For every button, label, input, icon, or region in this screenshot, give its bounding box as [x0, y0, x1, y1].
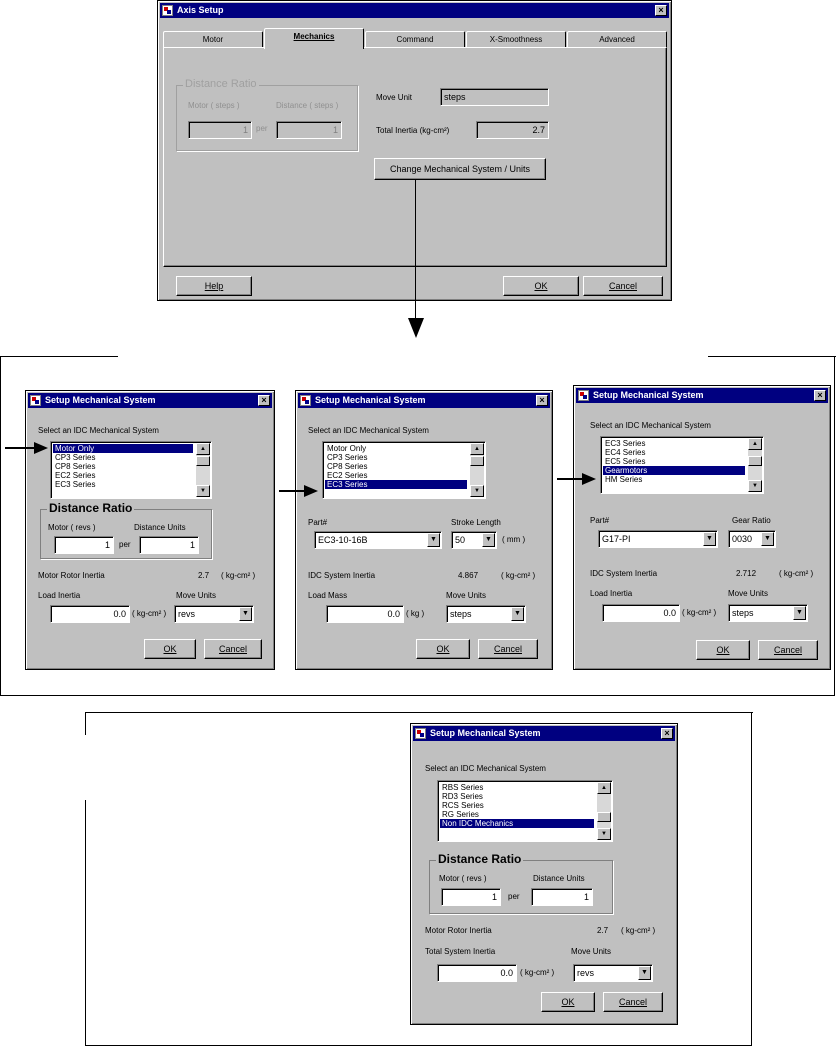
part-number-label: Part# [308, 518, 328, 527]
list-item[interactable]: RG Series [442, 810, 479, 819]
chevron-down-icon[interactable]: ▼ [482, 533, 495, 547]
bottom-frame-top [85, 712, 753, 713]
motor-revs-field[interactable]: 1 [441, 888, 501, 906]
scroll-up-icon[interactable]: ▲ [196, 443, 210, 455]
system-list[interactable] [437, 780, 613, 842]
dialog-titlebar [413, 726, 675, 741]
load-mass-field[interactable]: 0.0 [326, 605, 404, 623]
distance-ratio-group [176, 78, 358, 151]
list-item[interactable]: CP3 Series [55, 453, 96, 462]
list-item[interactable]: CP8 Series [327, 462, 368, 471]
stroke-unit: ( mm ) [502, 535, 526, 544]
distance-ratio-title: Distance Ratio [185, 78, 257, 90]
close-icon[interactable]: × [536, 395, 548, 406]
move-units-select[interactable] [174, 605, 254, 623]
part-number-label: Part# [590, 516, 610, 525]
list-item[interactable]: RBS Series [442, 783, 484, 792]
load-mass-unit: ( kg ) [406, 609, 425, 618]
load-inertia-unit: ( kg-cm² ) [682, 608, 717, 617]
distance-units-field[interactable]: 1 [531, 888, 593, 906]
tab-motor[interactable]: Motor [163, 31, 263, 48]
system-inertia-value: 4.867 [458, 571, 479, 580]
part-number-value: EC3-10-16B [318, 535, 368, 545]
list-item[interactable]: Gearmotors [603, 466, 745, 475]
total-system-inertia-field[interactable]: 0.0 [437, 964, 517, 982]
part-number-select[interactable] [314, 531, 442, 549]
move-units-value: steps [732, 608, 754, 618]
setup-dialog-gearmotors [573, 385, 831, 670]
cancel-button[interactable]: Cancel [204, 639, 262, 659]
chevron-down-icon[interactable]: ▼ [239, 607, 252, 621]
distance-units-label: Distance Units [134, 523, 186, 532]
help-button[interactable]: Help [176, 276, 252, 296]
scrollbar[interactable] [748, 438, 762, 492]
dialog-title: Setup Mechanical System [315, 395, 426, 405]
pointer-arrowhead [582, 473, 596, 485]
cancel-button[interactable]: Cancel [603, 992, 663, 1012]
gear-ratio-label: Gear Ratio [732, 516, 771, 525]
system-inertia-label: IDC System Inertia [308, 571, 376, 580]
list-item[interactable]: EC5 Series [605, 457, 646, 466]
move-unit-label: Move Unit [376, 93, 413, 102]
rotor-inertia-value: 2.7 [198, 571, 210, 580]
close-icon[interactable]: × [258, 395, 270, 406]
select-system-label: Select an IDC Mechanical System [38, 426, 159, 435]
rotor-inertia-unit: ( kg-cm² ) [221, 571, 256, 580]
system-inertia-value: 2.712 [736, 569, 757, 578]
close-icon[interactable]: × [814, 390, 826, 401]
stroke-length-label: Stroke Length [451, 518, 501, 527]
chevron-down-icon[interactable]: ▼ [703, 532, 716, 546]
list-item[interactable]: CP8 Series [55, 462, 96, 471]
part-number-select[interactable] [598, 530, 718, 548]
scroll-thumb[interactable] [196, 456, 210, 466]
scroll-thumb[interactable] [597, 812, 611, 822]
load-mass-label: Load Mass [308, 591, 348, 600]
rotor-inertia-value: 2.7 [597, 926, 609, 935]
scrollbar[interactable] [196, 443, 210, 497]
list-item[interactable]: EC2 Series [327, 471, 368, 480]
motor-steps-label: Motor ( steps ) [188, 101, 240, 110]
cancel-button[interactable]: Cancel [478, 639, 538, 659]
move-units-select[interactable] [573, 964, 653, 982]
app-icon [578, 390, 589, 401]
dialog-titlebar [28, 393, 272, 408]
scroll-thumb[interactable] [748, 456, 762, 466]
select-system-label: Select an IDC Mechanical System [308, 426, 429, 435]
list-item[interactable]: Motor Only [327, 444, 367, 453]
scrollbar[interactable] [597, 782, 611, 840]
system-inertia-unit: ( kg-cm² ) [501, 571, 536, 580]
app-icon [30, 395, 41, 406]
move-units-label: Move Units [571, 947, 612, 956]
chevron-down-icon[interactable]: ▼ [793, 606, 806, 620]
load-inertia-label: Load Inertia [590, 589, 633, 598]
cancel-button[interactable]: Cancel [758, 640, 818, 660]
list-item[interactable]: EC3 Series [605, 439, 646, 448]
move-units-label: Move Units [728, 589, 769, 598]
setup-dialog-ec3 [295, 390, 553, 670]
app-icon [415, 728, 426, 739]
list-item[interactable]: EC4 Series [605, 448, 646, 457]
distance-steps-field: 1 [276, 121, 342, 139]
rotor-inertia-label: Motor Rotor Inertia [425, 926, 492, 935]
axis-setup-titlebar [160, 3, 669, 18]
bottom-frame-left-mask [84, 735, 87, 800]
move-units-label: Move Units [176, 591, 217, 600]
app-icon [162, 5, 173, 16]
rotor-inertia-unit: ( kg-cm² ) [621, 926, 656, 935]
dialog-titlebar [576, 388, 828, 403]
motor-revs-label: Motor ( revs ) [48, 523, 96, 532]
gear-ratio-select[interactable] [728, 530, 776, 548]
distance-ratio-title: Distance Ratio [49, 501, 133, 515]
cancel-button[interactable]: Cancel [583, 276, 663, 296]
system-list[interactable] [50, 441, 212, 499]
distance-ratio-title: Distance Ratio [438, 852, 522, 866]
list-item[interactable]: EC3 Series [55, 480, 96, 489]
close-icon[interactable]: × [661, 728, 673, 739]
pointer-arrow-line [5, 447, 35, 449]
load-inertia-label: Load Inertia [38, 591, 81, 600]
per-label: per [119, 540, 131, 549]
move-units-select[interactable] [446, 605, 526, 623]
close-icon[interactable]: × [655, 5, 667, 16]
scroll-down-icon[interactable]: ▼ [196, 485, 210, 497]
tab-advanced[interactable]: Advanced [567, 31, 667, 48]
pointer-arrow-line [557, 478, 583, 480]
select-system-label: Select an IDC Mechanical System [590, 421, 711, 430]
move-units-value: revs [577, 968, 595, 978]
ok-button[interactable]: OK [144, 639, 196, 659]
list-item[interactable]: Motor Only [53, 444, 193, 453]
pointer-arrowhead [34, 442, 48, 454]
chevron-down-icon[interactable]: ▼ [511, 607, 524, 621]
motor-steps-field: 1 [188, 121, 252, 139]
select-system-label: Select an IDC Mechanical System [425, 764, 546, 773]
distance-units-field[interactable]: 1 [139, 536, 199, 554]
tab-command[interactable]: Command [365, 31, 465, 48]
stroke-length-value: 50 [455, 535, 466, 545]
scroll-up-icon[interactable]: ▲ [470, 443, 484, 455]
load-inertia-field[interactable]: 0.0 [50, 605, 130, 623]
per-label: per [256, 124, 268, 133]
middle-frame-top-left [0, 356, 118, 357]
list-item[interactable]: HM Series [605, 475, 643, 484]
ok-button[interactable]: OK [503, 276, 579, 296]
connector-line [415, 179, 416, 319]
per-label: per [508, 892, 520, 901]
total-inertia-label: Total Inertia (kg-cm²) [376, 126, 450, 135]
motor-revs-label: Motor ( revs ) [439, 874, 487, 883]
app-icon [300, 395, 311, 406]
tab-x-smoothness[interactable]: X-Smoothness [466, 31, 566, 48]
list-item[interactable]: RD3 Series [442, 792, 483, 801]
part-number-value: G17-PI [602, 534, 631, 544]
stroke-length-select[interactable] [451, 531, 497, 549]
dialog-title: Setup Mechanical System [593, 390, 704, 400]
move-units-value: revs [178, 609, 196, 619]
total-inertia-field: 2.7 [476, 121, 549, 139]
pointer-arrow-line [279, 490, 305, 492]
change-mechanical-system-button[interactable]: Change Mechanical System / Units [374, 158, 546, 180]
dialog-title: Setup Mechanical System [430, 728, 541, 738]
move-unit-field[interactable]: steps [440, 88, 549, 106]
chevron-down-icon[interactable]: ▼ [761, 532, 774, 546]
motor-revs-field[interactable]: 1 [54, 536, 114, 554]
scroll-thumb[interactable] [470, 456, 484, 466]
dialog-titlebar [298, 393, 550, 408]
scrollbar[interactable] [470, 443, 484, 497]
setup-dialog-motor-only [25, 390, 275, 670]
distance-units-label: Distance Units [533, 874, 585, 883]
system-list[interactable] [322, 441, 486, 499]
system-list[interactable] [600, 436, 764, 494]
axis-setup-title: Axis Setup [177, 5, 224, 15]
distance-steps-label: Distance ( steps ) [276, 101, 339, 110]
move-units-value: steps [450, 609, 472, 619]
list-item[interactable]: CP3 Series [327, 453, 368, 462]
move-units-select[interactable] [728, 604, 808, 622]
scroll-up-icon[interactable]: ▲ [748, 438, 762, 450]
connector-arrowhead [408, 318, 424, 338]
ok-button[interactable]: OK [416, 639, 470, 659]
tab-mechanics[interactable]: Mechanics [264, 28, 364, 49]
system-inertia-unit: ( kg-cm² ) [779, 569, 814, 578]
load-inertia-field[interactable]: 0.0 [602, 604, 680, 622]
scroll-up-icon[interactable]: ▲ [597, 782, 611, 794]
middle-frame-top-right [708, 356, 836, 357]
gear-ratio-value: 0030 [732, 534, 753, 544]
load-inertia-unit: ( kg-cm² ) [132, 609, 167, 618]
setup-dialog-non-idc [410, 723, 678, 1025]
list-item[interactable]: EC2 Series [55, 471, 96, 480]
ok-button[interactable]: OK [541, 992, 595, 1012]
system-inertia-label: IDC System Inertia [590, 569, 658, 578]
pointer-arrowhead [304, 485, 318, 497]
total-system-inertia-label: Total System Inertia [425, 947, 496, 956]
move-units-label: Move Units [446, 591, 487, 600]
list-item[interactable]: Non IDC Mechanics [440, 819, 594, 828]
ok-button[interactable]: OK [696, 640, 750, 660]
scroll-down-icon[interactable]: ▼ [597, 828, 611, 840]
list-item[interactable]: RCS Series [442, 801, 484, 810]
total-system-inertia-unit: ( kg-cm² ) [520, 968, 555, 977]
dialog-title: Setup Mechanical System [45, 395, 156, 405]
list-item[interactable]: EC3 Series [325, 480, 467, 489]
chevron-down-icon[interactable]: ▼ [638, 966, 651, 980]
rotor-inertia-label: Motor Rotor Inertia [38, 571, 105, 580]
scroll-down-icon[interactable]: ▼ [470, 485, 484, 497]
chevron-down-icon[interactable]: ▼ [427, 533, 440, 547]
scroll-down-icon[interactable]: ▼ [748, 480, 762, 492]
